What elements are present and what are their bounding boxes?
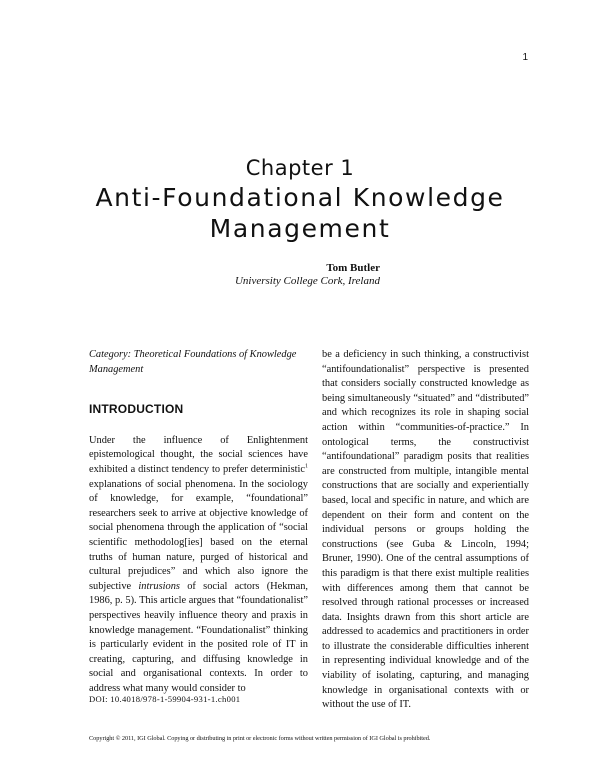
intro-text-part-1: Under the influence of Enlightenment epistemological thought, the social sciences have exhibited a distinct tendency to prefer deterministic: [89, 434, 308, 475]
doi-line: DOI: 10.4018/978-1-59904-931-1.ch001: [89, 694, 241, 704]
author-affiliation: University College Cork, Ireland: [234, 275, 380, 287]
left-column: [89, 348, 308, 696]
page-number: 1: [522, 52, 528, 63]
author-block: [235, 262, 380, 288]
intro-paragraph: [89, 434, 308, 697]
intro-text-part-3: of social actors (Hekman, 1986, p. 5). This article argues that “foundationalist” perspectives heavily influence theory and praxis in knowledge management. “Foundationalist” thinking is particularly evident in the posited role of IT in creating, capturing, and diffusing knowledge in social and organisational contexts. In order to address what many would consider to: [89, 580, 308, 694]
copyright-notice: Copyright © 2011, IGI Global. Copying or distributing in print or electronic forms without written permission of IGI Global is prohibited.: [89, 735, 431, 742]
continuation-paragraph: be a deficiency in such thinking, a constructivist “antifoundationalist” perspective is presented that considers socially constructed knowledge as being simultaneously “situated” and “distributed” and which recognizes its role in shaping social action within “communities-of-practice.” In ontological terms, the constructivist “antifoundational” paradigm posits that realities are constructed from multiple, intangible mental constructions that are socially and experientially based, local and specific in nature, and which are dependent on their form and content on the individual persons or groups holding the constructions (see Guba & Lincoln, 1994; Bruner, 1990). One of the central assumptions of this paradigm is that there exist multiple realities with differences among them that cannot be resolved through rational processes or increased data. Insights drawn from this short article are addressed to academics and practitioners in order to illustrate the considerable difficulties inherent in representing individual knowledge and of the viability of isolating, capturing, and managing knowledge in organisational contexts with or without the use of IT.: [322, 349, 529, 711]
footnote-mark: 1: [305, 463, 308, 470]
intro-text-part-2: explanations of social phenomena. In the sociology of knowledge, for example, “foundational” researchers seek to arrive at objective knowledge of social phenomena through the application of “social scientific methodolog[ies] based on the eternal truths of human nature, purged of historical and cultural prejudices” and which also ignore the subjective: [89, 478, 308, 592]
chapter-title-line-1: Anti-Foundational Knowledge: [95, 183, 505, 212]
author-name: Tom Butler: [326, 262, 380, 274]
intro-text-italic: intrusions: [138, 580, 180, 592]
chapter-title-line-2: Management: [209, 214, 391, 243]
chapter-label: Chapter 1: [245, 156, 355, 180]
section-heading-introduction: INTRODUCTION: [89, 402, 184, 417]
article-category: Category: Theoretical Foundations of Knowledge Management: [89, 349, 297, 375]
right-column: [322, 348, 529, 713]
chapter-title: [0, 182, 600, 244]
